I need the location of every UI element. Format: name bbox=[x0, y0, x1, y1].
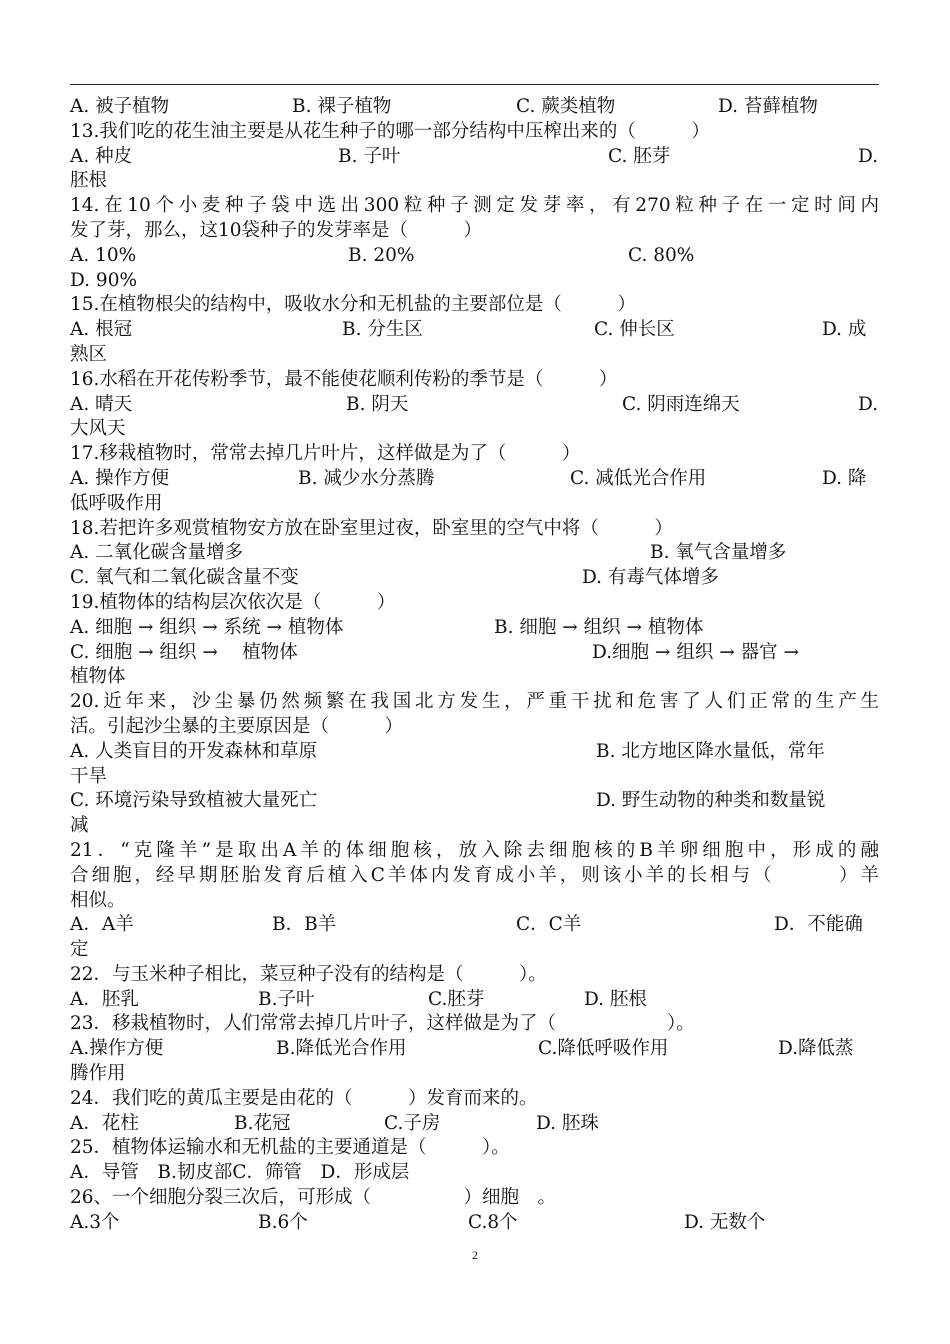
option-d: D. 降 bbox=[822, 467, 867, 489]
option-c: C. 氧气和二氧化碳含量不变 bbox=[70, 567, 299, 589]
option-wrap: 熟区 bbox=[70, 343, 108, 365]
options-q25: A．导管 B.韧皮部C．筛管 D．形成层 bbox=[70, 1162, 410, 1184]
options-q23 bbox=[70, 1037, 879, 1062]
question-14: 14.在10个小麦种子袋中选出300粒种子测定发芽率，有270粒种子在一定时间内 bbox=[70, 195, 879, 217]
option-d: D. 野生动物的种类和数量锐 bbox=[596, 790, 826, 812]
option-d: D. bbox=[858, 145, 879, 167]
question-21-cont: 合细胞，经早期胚胎发育后植入C羊体内发育成小羊，则该小羊的长相与（ ）羊 bbox=[70, 864, 879, 886]
options-q21 bbox=[70, 913, 879, 938]
option-b: B.花冠 bbox=[234, 1112, 291, 1134]
option-c: C.降低呼吸作用 bbox=[538, 1038, 669, 1060]
option-a: A. 操作方便 bbox=[70, 467, 170, 489]
question-20-cont: 活。引起沙尘暴的主要原因是（ ） bbox=[70, 715, 404, 737]
option-wrap: D. 90% bbox=[70, 269, 138, 291]
question-15: 15.在植物根尖的结构中，吸收水分和无机盐的主要部位是（ ） bbox=[70, 294, 636, 316]
question-25: 25．植物体运输水和无机盐的主要通道是（ ）。 bbox=[70, 1137, 510, 1159]
option-a: A.操作方便 bbox=[70, 1038, 164, 1060]
option-b: B.降低光合作用 bbox=[276, 1038, 407, 1060]
option-c: C. 胚芽 bbox=[608, 145, 671, 167]
option-b: B. 细胞 → 组织 → 植物体 bbox=[494, 616, 704, 638]
options-q13 bbox=[70, 145, 879, 170]
question-16: 16.水稻在开花传粉季节，最不能使花顺利传粉的季节是（ ） bbox=[70, 368, 618, 390]
options-q26 bbox=[70, 1211, 879, 1236]
options-q17 bbox=[70, 467, 879, 492]
question-21-end: 相似。 bbox=[70, 889, 126, 911]
question-19: 19.植物体的结构层次依次是（ ） bbox=[70, 591, 396, 613]
option-d: D．不能确 bbox=[774, 914, 863, 936]
option-d: D.细胞 → 组织 → 器官 → bbox=[592, 641, 799, 663]
option-wrap: 定 bbox=[70, 939, 89, 961]
option-wrap: 干旱 bbox=[70, 765, 108, 787]
option-a: A．花柱 bbox=[70, 1112, 139, 1134]
question-13: 13.我们吃的花生油主要是从花生种子的哪一部分结构中压榨出来的（ ） bbox=[70, 120, 710, 142]
option-d: D. bbox=[858, 393, 879, 415]
option-b: B. 裸子植物 bbox=[292, 96, 392, 117]
header-rule bbox=[70, 84, 879, 85]
options-q19-ab bbox=[70, 616, 879, 641]
option-b: B. 北方地区降水量低，常年 bbox=[596, 740, 825, 762]
option-c: C. 蕨类植物 bbox=[516, 96, 616, 117]
document-body bbox=[70, 95, 879, 1236]
option-a: A．A羊 bbox=[70, 914, 134, 936]
option-c: C．C羊 bbox=[516, 914, 582, 936]
option-b: B.子叶 bbox=[258, 988, 315, 1010]
option-b: B. 分生区 bbox=[342, 319, 423, 341]
option-b: B. 阴天 bbox=[346, 393, 409, 415]
option-c: C. 细胞 → 组织 → 植物体 bbox=[70, 641, 298, 663]
options-q19-cd bbox=[70, 641, 879, 666]
option-c: C. 减低光合作用 bbox=[570, 467, 707, 489]
option-b: B．B羊 bbox=[272, 914, 337, 936]
option-wrap: 低呼吸作用 bbox=[70, 492, 163, 514]
option-a: A. 种皮 bbox=[70, 145, 133, 167]
option-a: A．胚乳 bbox=[70, 988, 139, 1010]
option-c: C.8个 bbox=[468, 1211, 518, 1233]
options-q24 bbox=[70, 1112, 879, 1137]
option-a: A. 晴天 bbox=[70, 393, 133, 415]
question-21: 21．“克隆羊”是取出A羊的体细胞核，放入除去细胞核的B羊卵细胞中，形成的融 bbox=[70, 839, 879, 861]
options-q22 bbox=[70, 988, 879, 1013]
option-c: C. 阴雨连绵天 bbox=[622, 393, 740, 415]
option-a: A. 人类盲目的开发森林和草原 bbox=[70, 740, 318, 762]
option-wrap: 减 bbox=[70, 815, 89, 837]
options-q12 bbox=[70, 95, 879, 120]
option-c: C.胚芽 bbox=[428, 988, 485, 1010]
option-b: B.6个 bbox=[258, 1211, 308, 1233]
option-b: B. 氧气含量增多 bbox=[650, 542, 787, 564]
question-18: 18.若把许多观赏植物安方放在卧室里过夜，卧室里的空气中将（ ） bbox=[70, 517, 673, 539]
page-number: 2 bbox=[472, 1248, 478, 1262]
option-d: D. 有毒气体增多 bbox=[582, 567, 719, 589]
option-wrap: 腾作用 bbox=[70, 1063, 126, 1085]
question-24: 24．我们吃的黄瓜主要是由花的（ ）发育而来的。 bbox=[70, 1087, 538, 1109]
options-q18-cd bbox=[70, 566, 879, 591]
question-20: 20.近年来，沙尘暴仍然频繁在我国北方发生，严重干扰和危害了人们正常的生产生 bbox=[70, 691, 879, 713]
options-q20-cd bbox=[70, 789, 879, 814]
option-d: D. 苔藓植物 bbox=[718, 96, 818, 117]
option-b: B. 减少水分蒸腾 bbox=[298, 467, 435, 489]
option-d: D. 成 bbox=[822, 319, 867, 341]
question-22: 22．与玉米种子相比，菜豆种子没有的结构是（ ）。 bbox=[70, 963, 547, 985]
options-q16 bbox=[70, 393, 879, 418]
options-q14 bbox=[70, 244, 879, 269]
question-17: 17.移栽植物时，常常去掉几片叶片，这样做是为了（ ） bbox=[70, 443, 581, 465]
option-c: C. 80% bbox=[628, 244, 695, 266]
option-a: A. 根冠 bbox=[70, 319, 133, 341]
question-26: 26、一个细胞分裂三次后，可形成（ ）细胞 。 bbox=[70, 1187, 557, 1209]
question-23: 23．移栽植物时，人们常常去掉几片叶子，这样做是为了（ ）。 bbox=[70, 1013, 695, 1035]
options-q18-ab bbox=[70, 541, 879, 566]
option-d: D. 胚珠 bbox=[536, 1112, 599, 1134]
option-a: A. 被子植物 bbox=[70, 96, 170, 117]
option-a: A. 二氧化碳含量增多 bbox=[70, 542, 244, 564]
option-b: B. 20% bbox=[348, 244, 415, 266]
option-a: A. 细胞 → 组织 → 系统 → 植物体 bbox=[70, 616, 344, 638]
options-q15 bbox=[70, 318, 879, 343]
option-wrap: 胚根 bbox=[70, 170, 108, 192]
option-c: C.子房 bbox=[384, 1112, 441, 1134]
option-d: D. 无数个 bbox=[684, 1211, 766, 1233]
option-wrap: 植物体 bbox=[70, 666, 126, 688]
option-wrap: 大风天 bbox=[70, 418, 126, 440]
option-a: A. 10% bbox=[70, 244, 137, 266]
options-q20-ab bbox=[70, 740, 879, 765]
option-c: C. 环境污染导致植被大量死亡 bbox=[70, 790, 318, 812]
option-d: D. 胚根 bbox=[584, 988, 647, 1010]
option-d: D.降低蒸 bbox=[778, 1038, 854, 1060]
option-c: C. 伸长区 bbox=[594, 319, 675, 341]
question-14-cont: 发了芽，那么，这10袋种子的发芽率是（ ） bbox=[70, 219, 483, 241]
option-b: B. 子叶 bbox=[338, 145, 401, 167]
option-a: A.3个 bbox=[70, 1211, 120, 1233]
